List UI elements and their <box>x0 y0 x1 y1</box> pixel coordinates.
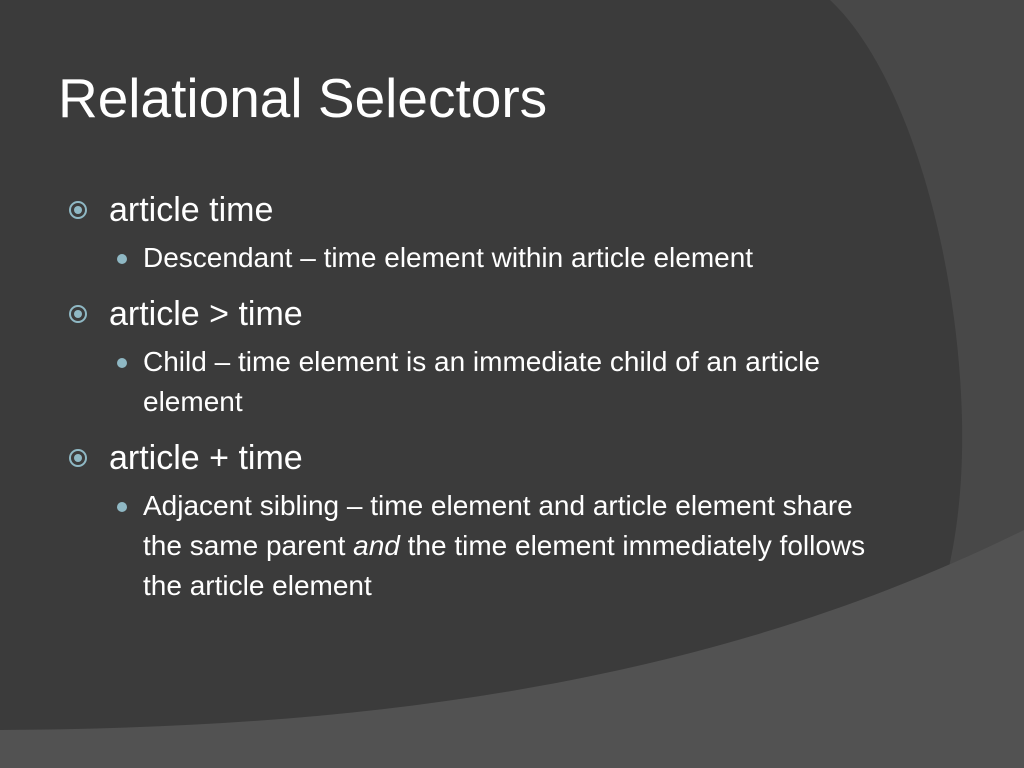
sub-bullet-text-before: Adjacent sibling – time element and article element share the same parent <box>143 490 853 561</box>
bullet-heading: article time <box>109 191 274 229</box>
filled-dot-icon <box>117 502 127 512</box>
circled-dot-icon <box>68 200 88 220</box>
bullet-heading: article > time <box>109 295 303 333</box>
sub-bullet-adjacent-sibling <box>66 486 886 606</box>
bullet-item-article-adjacent-time <box>66 436 886 480</box>
sub-bullet-text: Child – time element is an immediate child of an article element <box>143 346 820 417</box>
bullet-item-article-time <box>66 188 886 232</box>
sub-bullet-text-after: the time element immediately follows the article element <box>143 530 866 601</box>
bullet-list <box>66 188 886 620</box>
filled-dot-icon <box>117 254 127 264</box>
sub-bullet-descendant <box>66 238 886 278</box>
bullet-heading: article + time <box>109 439 303 477</box>
bullet-item-article-child-time <box>66 292 886 336</box>
slide-title: Relational Selectors <box>58 67 548 129</box>
circled-dot-icon <box>68 448 88 468</box>
sub-bullet-text: Descendant – time element within article element <box>143 242 754 273</box>
sub-bullet-child <box>66 342 886 422</box>
filled-dot-icon <box>117 358 127 368</box>
circled-dot-icon <box>68 304 88 324</box>
sub-bullet-emphasis: and <box>353 530 400 561</box>
